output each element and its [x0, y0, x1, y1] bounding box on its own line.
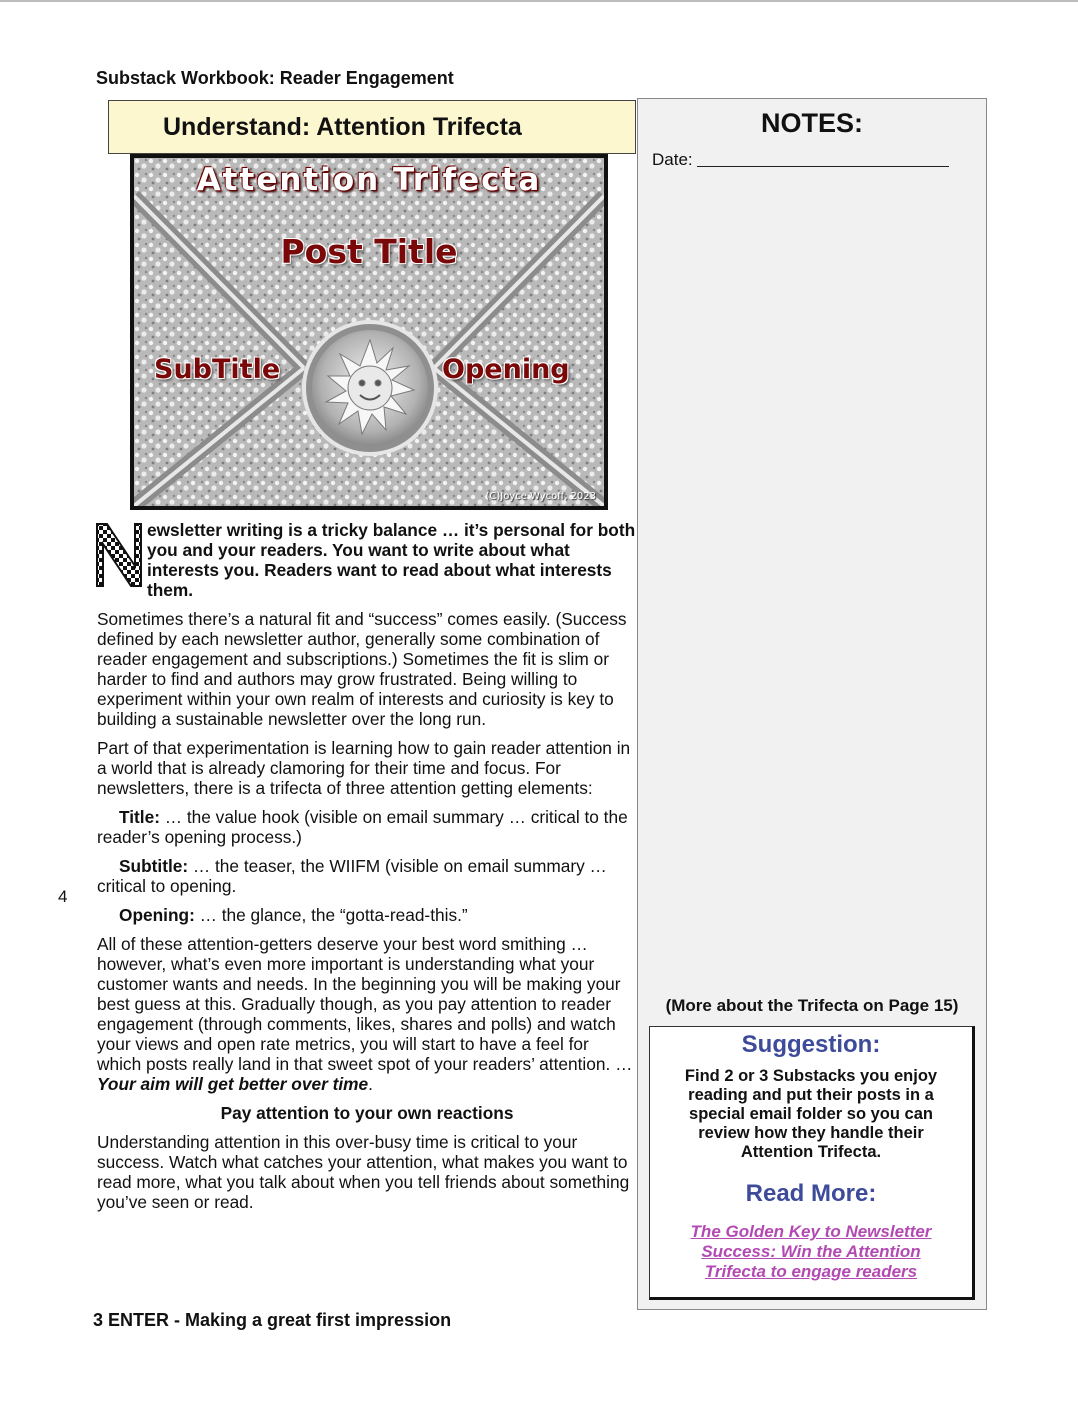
read-more-heading: Read More:: [745, 1180, 877, 1207]
term-subtitle-label: Subtitle:: [119, 856, 189, 876]
term-title-text: … the value hook (visible on email summary … critical to the reader’s opening process.): [97, 807, 628, 847]
paragraph-3: Part of that experimentation is learning how to gain reader attention in a world that is already clamoring for their time and focus. For newsletters, there is a trifecta of three attention getting elements:: [97, 738, 631, 798]
paragraph-4-emphasis: Your aim will get better over time: [97, 1074, 369, 1094]
date-row: [652, 150, 949, 170]
suggestion-heading: Suggestion:: [741, 1031, 881, 1058]
figure-subtitle-label: SubTitle: [154, 354, 281, 385]
page-header: Substack Workbook: Reader Engagement: [96, 68, 454, 88]
figure-title-label: Attention Trifecta: [196, 162, 542, 198]
page-top-rule: [0, 0, 1078, 2]
more-about-trifecta-note: (More about the Trifecta on Page 15): [665, 996, 959, 1015]
intro-paragraph: ewsletter writing is a tricky balance … it’s personal for both you and your readers. You want to write about what interests you. Readers want to read about what interests them.: [147, 520, 636, 600]
paragraph-5: Understanding attention in this over-busy time is critical to your success. Watch what catches your attention, what makes you want to read more, what you talk about when you tell friends about something you’ve seen or read.: [97, 1132, 630, 1212]
term-opening-label: Opening:: [119, 905, 195, 925]
term-title: [97, 807, 637, 847]
page-footer: 3 ENTER - Making a great first impression: [93, 1310, 452, 1330]
suggestion-box: [649, 1026, 975, 1300]
figure-artwork: [134, 158, 604, 506]
paragraph-4-end: .: [368, 1074, 373, 1094]
figure-copyright: (C)Joyce Wycoff, 2023: [485, 491, 596, 502]
term-subtitle: [97, 856, 637, 896]
figure-post-title-label: Post Title: [280, 232, 458, 271]
figure-opening-label: Opening: [442, 354, 570, 385]
paragraph-2: Sometimes there’s a natural fit and “success” comes easily. (Success defined by each newsletter author, generally some combination of reader engagement and subscriptions.) Sometimes the fit is slim or harder to find and authors may grow frustrated. Being willing to experiment within your own realm of interests and curiosity is key to building a sustainable newsletter over the long run.: [97, 609, 627, 729]
attention-trifecta-figure: [130, 154, 608, 510]
drop-cap-n-icon: [95, 522, 143, 588]
term-opening-text: … the glance, the “gotta-read-this.”: [194, 905, 468, 925]
notes-title: NOTES:: [760, 108, 863, 138]
paragraph-4-text: All of these attention-getters deserve your best word smithing … however, what’s even more important is understanding what your customer wants and needs. In the beginning you will be making your best guess at this. Gradually though, as you pay attention to reader engagement (through comments, likes, shares and polls) and watch your views and open rate metrics, you will start to have a feel for which posts really land in that sweet spot of your readers’ attention. …: [97, 934, 633, 1074]
section-title-box: [108, 100, 636, 154]
article-body: [97, 520, 637, 1221]
term-subtitle-text: … the teaser, the WIIFM (visible on email summary … critical to opening.: [97, 856, 607, 896]
term-opening: [97, 905, 637, 925]
read-more-link[interactable]: The Golden Key to Newsletter Success: Win the Attention Trifecta to engage readers: [690, 1222, 932, 1281]
subheading: Pay attention to your own reactions: [220, 1103, 514, 1123]
paragraph-4: [97, 934, 637, 1094]
page-number: 4: [58, 887, 68, 906]
section-title: Understand: Attention Trifecta: [163, 113, 522, 141]
date-line: [697, 150, 949, 167]
term-title-label: Title:: [119, 807, 160, 827]
date-label: Date:: [652, 150, 693, 169]
suggestion-text: Find 2 or 3 Substacks you enjoy reading and put their posts in a special email folder so you can review how they handle their Attention Trifecta.: [684, 1067, 938, 1161]
